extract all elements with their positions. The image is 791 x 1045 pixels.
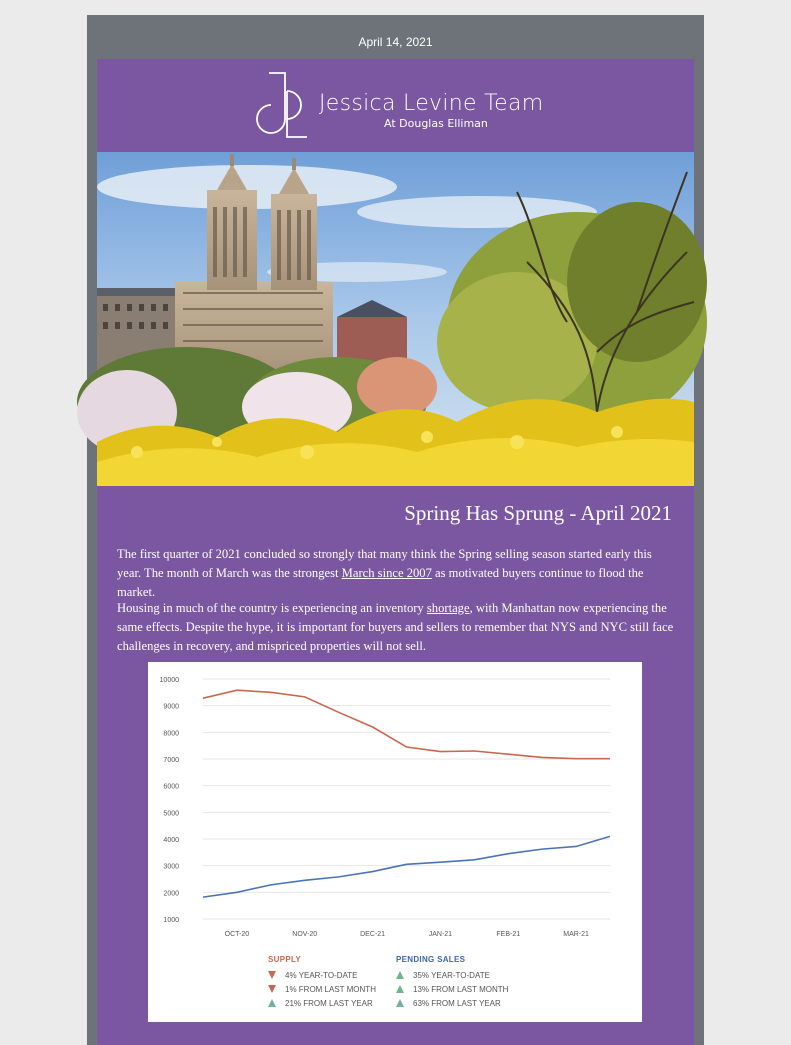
y-tick-label: 2000	[163, 890, 179, 898]
shortage-link[interactable]: shortage	[426, 601, 470, 615]
legend-supply-item	[268, 982, 376, 996]
y-tick-label: 7000	[163, 757, 179, 764]
y-tick-label: 5000	[163, 810, 179, 818]
y-tick-label: 6000	[163, 783, 179, 791]
y-tick-label: 10000	[159, 677, 179, 684]
paragraph-1	[117, 545, 677, 602]
legend-pending-item	[396, 996, 508, 1010]
p1-text-end: as motivated buyers continue to flood the market.	[117, 566, 644, 599]
hero-image-central-park	[97, 152, 694, 486]
newsletter-card	[97, 59, 694, 1045]
brand-header	[97, 59, 694, 152]
email-date: April 14, 2021	[358, 35, 433, 49]
march-since-2007-link[interactable]: March since 2007	[341, 566, 432, 580]
legend-text: 13% FROM LAST MONTH	[413, 984, 509, 994]
team-logo-icon	[263, 71, 309, 143]
x-tick-label: DEC-21	[360, 931, 386, 938]
x-tick-label: JAN-21	[428, 931, 453, 938]
legend-supply-item	[268, 996, 376, 1010]
legend-text: 63% FROM LAST YEAR	[413, 998, 501, 1008]
brand-subtitle: At Douglas Elliman	[384, 117, 488, 130]
brand-name: Jessica Levine Team	[319, 91, 544, 116]
up-triangle-icon	[396, 971, 404, 979]
y-tick-label: 3000	[163, 863, 179, 871]
paragraph-2	[117, 599, 677, 656]
series-line-supply	[203, 690, 610, 759]
legend-supply-title: SUPPLY	[268, 955, 302, 964]
down-triangle-icon	[268, 985, 276, 993]
legend-text: 21% FROM LAST YEAR	[285, 998, 373, 1008]
legend-supply-item	[268, 968, 376, 982]
y-tick-label: 9000	[163, 703, 179, 711]
x-tick-label: FEB-21	[496, 931, 521, 938]
x-tick-label: OCT-20	[224, 931, 250, 938]
up-triangle-icon	[396, 985, 404, 993]
down-triangle-icon	[268, 971, 276, 979]
x-tick-label: NOV-20	[292, 931, 318, 938]
y-tick-label: 8000	[163, 730, 179, 738]
article-title: Spring Has Sprung - April 2021	[404, 501, 672, 525]
y-tick-label: 1000	[163, 917, 179, 924]
market-chart	[148, 662, 642, 1022]
y-tick-label: 4000	[163, 837, 179, 844]
p1-text: The first quarter of 2021 concluded so strongly that many think the Spring selling season started early this year. The month of March was the strongest	[117, 547, 652, 580]
legend-pending	[396, 955, 508, 1010]
up-triangle-icon	[396, 999, 404, 1007]
hero-illustration	[97, 152, 694, 486]
legend-pending-title: PENDING SALES	[396, 955, 466, 964]
up-triangle-icon	[268, 999, 276, 1007]
p2-text-end: , with Manhattan now experiencing the same effects. Despite the hype, it is important for buyers and sellers to remember that NYS and NYC still face challenges in recovery, and mispriced properties will not sell.	[117, 601, 674, 653]
x-tick-label: MAR-21	[563, 931, 589, 938]
p2-text: Housing in much of the country is experiencing an inventory	[117, 601, 427, 615]
legend-supply	[268, 955, 376, 1010]
email-frame	[87, 15, 704, 1045]
legend-text: 35% YEAR-TO-DATE	[413, 970, 490, 980]
legend-text: 1% FROM LAST MONTH	[285, 984, 376, 994]
legend-pending-item	[396, 968, 508, 982]
legend-pending-item	[396, 982, 508, 996]
series-line-pending-sales	[203, 836, 610, 897]
line-chart	[148, 662, 642, 938]
legend-text: 4% YEAR-TO-DATE	[285, 970, 358, 980]
